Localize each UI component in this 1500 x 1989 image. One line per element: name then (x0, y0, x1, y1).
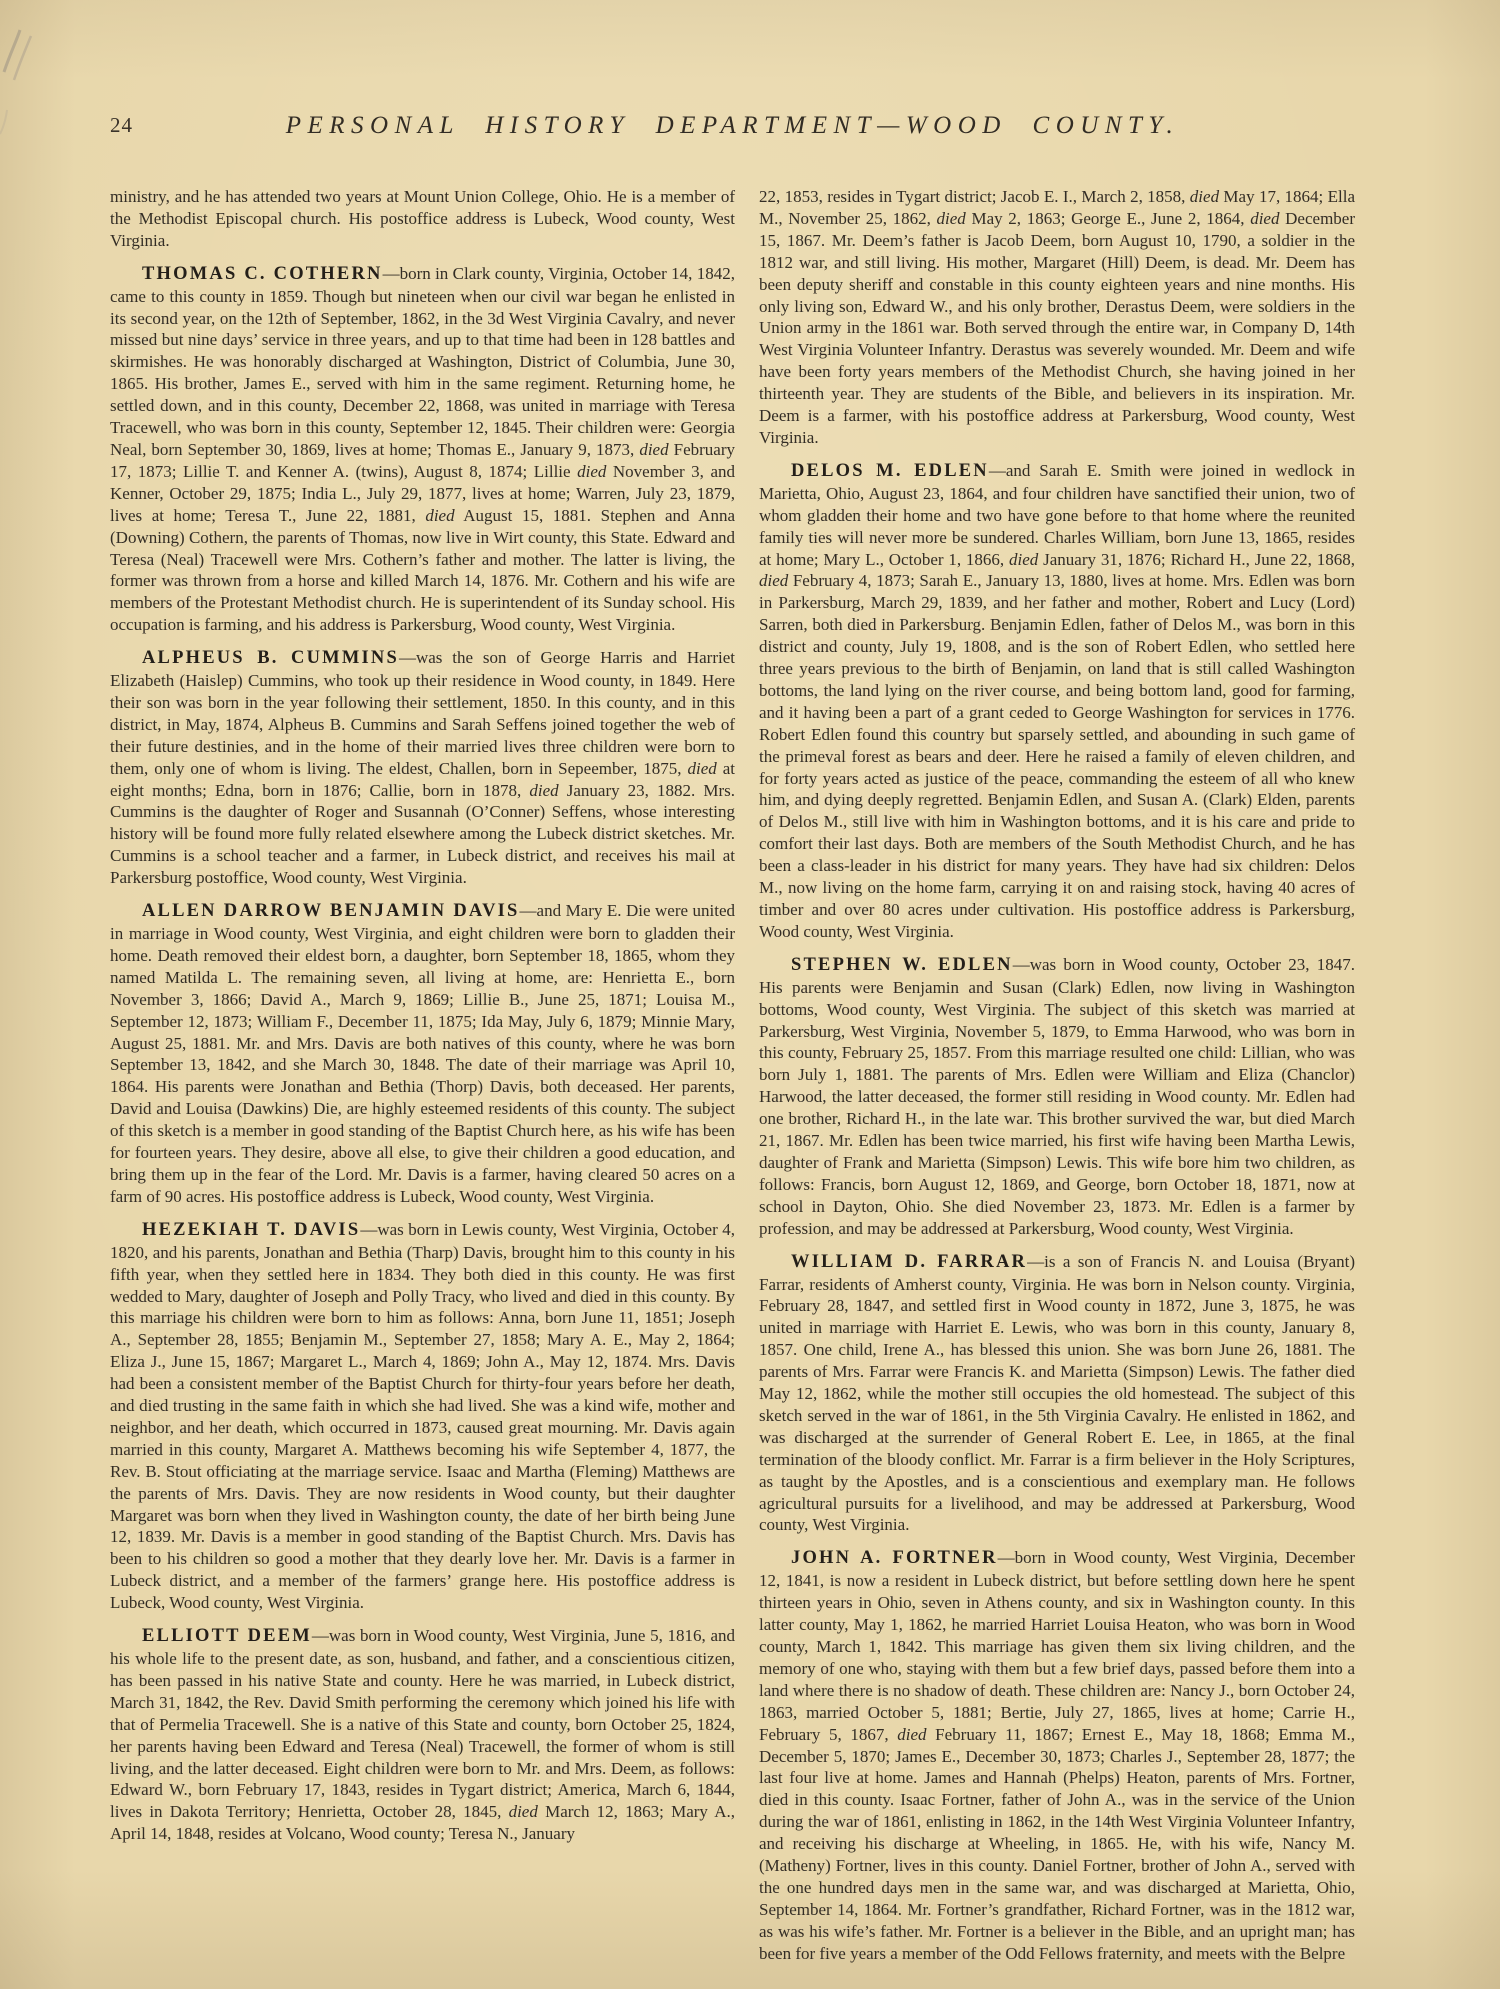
entry-heading: ELLIOTT DEEM (142, 1626, 312, 1647)
biography-entry: JOHN A. FORTNER—born in Wood county, West Virginia, December 12, 1841, is now a resident in Lubeck district, but before settling down here he spent thirteen years in Ohio, seven in Athens county, and six in Washington county. In this latter county, May 1, 1862, he married Harriet Louisa Heaton, who was born in Wood county, March 1, 1842. This marriage has given them six living children, and the memory of one who, staying with them but a few brief days, passed before them into a land where there is no shadow of death. These children are: Nancy J., born October 24, 1863, married October 5, 1881; Bertie, July 27, 1865, lives at home; Carrie H., February 5, 1867, died February 11, 1867; Ernest E., May 18, 1868; Emma M., December 5, 1870; James E., December 30, 1873; Charles J., September 28, 1877; the last four live at home. James and Hannah (Phelps) Heaton, parents of Mrs. Fortner, died in this county. Isaac Fortner, father of John A., was in the service of the Union during the war of 1861, enlisting in 1862, in the 14th West Virginia Volunteer Infantry, and receiving his discharge at Wheeling, in 1865. He, with his wife, Nancy M. (Matheny) Fortner, lives in this county. Daniel Fortner, brother of John A., served with the one hundred days men in the same war, and was discharged at Marietta, Ohio, September 14, 1864. Mr. Fortner’s grandfather, Richard Fortner, was in the 1812 war, as was his wife’s father. Mr. Fortner is a believer in the Bible, and an upright man; has been for five years a member of the Odd Fellows fraternity, and meets with the Belpre (759, 1548, 1355, 1963)
text-block (110, 186, 1355, 1976)
biography-entry: ALLEN DARROW BENJAMIN DAVIS—and Mary E. Die were united in marriage in Wood county, West Virginia, and eight children were born to gladden their home. Death removed their eldest born, a daughter, born September 18, 1865, whom they named Matilda L. The remaining seven, all living at home, are: Henrietta E., born November 3, 1866; David A., March 9, 1869; Lillie B., June 25, 1871; Louisa M., September 12, 1873; William F., December 11, 1875; Ida May, July 6, 1879; Minnie Mary, August 25, 1881. Mr. and Mrs. Davis are both natives of this county, where he was born September 13, 1842, and she March 30, 1848. The date of their marriage was April 10, 1864. His parents were Jonathan and Bethia (Thorp) Davis, both deceased. Her parents, David and Louisa (Dawkins) Die, are highly esteemed residents of this county. The subject of this sketch is a member in good standing of the Baptist Church here, as his wife has been for fourteen years. They desire, above all else, to give their children a good education, and bring them up in the fear of the Lord. Mr. Davis is a farmer, having cleared 50 acres on a farm of 90 acres. His postoffice address is Lubeck, Wood county, West Virginia. (110, 901, 735, 1206)
biography-entry: THOMAS C. COTHERN—born in Clark county, Virginia, October 14, 1842, came to this county in 1859. Though but nineteen when our civil war began he enlisted in its second year, on the 12th of September, 1862, in the 3d West Virginia Cavalry, and never missed but nine days’ service in three years, and up to that time had been in 128 battles and skirmishes. He was honorably discharged at Washington, District of Columbia, June 30, 1865. His brother, James E., served with him in the same regiment. Returning home, he settled down, and in this county, December 22, 1868, was united in marriage with Teresa Tracewell, who was born in this county, September 12, 1845. Their children were: Georgia Neal, born September 30, 1869, lives at home; Thomas E., January 9, 1873, died February 17, 1873; Lillie T. and Kenner A. (twins), August 8, 1874; Lillie died November 3, and Kenner, October 29, 1875; India L., July 29, 1877, lives at home; Warren, July 23, 1879, lives at home; Teresa T., June 22, 1881, died August 15, 1881. Stephen and Anna (Downing) Cothern, the parents of Thomas, now live in Wirt county, this State. Edward and Teresa (Neal) Tracewell were Mrs. Cothern’s father and mother. The latter is living, the former was thrown from a horse and killed March 14, 1876. Mr. Cothern and his wife are members of the Protestant Methodist church. He is superintendent of its Sunday school. His occupation is farming, and his address is Parkersburg, Wood county, West Virginia. (110, 263, 736, 635)
entry-heading: JOHN A. FORTNER (791, 1548, 998, 1569)
entry-heading: ALLEN DARROW BENJAMIN DAVIS (142, 901, 520, 922)
running-head (110, 96, 1355, 140)
biography-entry: ELLIOTT DEEM—was born in Wood county, West Virginia, June 5, 1816, and his whole life to the present date, as son, husband, and father, and a conscientious citizen, has been passed in his native State and county. Here he was married, in Lubeck district, March 31, 1842, the Rev. David Smith performing the ceremony which joined his life with that of Permelia Tracewell. She is a native of this State and county, born October 25, 1824, her parents having been Edward and Teresa (Neal) Tracewell, the former of whom is still living, and the latter deceased. Eight children were born to Mr. and Mrs. Deem, as follows: Edward W., born February 17, 1843, resides in Tygart district; America, March 6, 1844, lives in Dakota Territory; Henrietta, October 28, 1845, died March 12, 1863; Mary A., April 14, 1848, resides at Volcano, Wood county; Teresa N., January (110, 1626, 735, 1844)
entry-heading: DELOS M. EDLEN (791, 460, 989, 481)
right-column (759, 186, 1355, 1976)
biography-entry: HEZEKIAH T. DAVIS—was born in Lewis county, West Virginia, October 4, 1820, and his parents, Jonathan and Bethia (Tharp) Davis, brought him to this county in his fifth year, when they settled here in 1834. They both died in this county. He was first wedded to Mary, daughter of Joseph and Polly Tracy, who lived and died in this county. By this marriage his children were born to him as follows: Anna, born June 11, 1851; Joseph A., September 28, 1855; Benjamin M., September 27, 1858; Mary A. E., May 2, 1864; Eliza J., June 15, 1867; Margaret L., March 4, 1869; John A., May 12, 1874. Mrs. Davis had been a consistent member of the Baptist Church for thirty-four years before her death, and died trusting in the same faith in which she had lived. She was a kind wife, mother and neighbor, and her death, which occurred in 1873, caused great mourning. Mr. Davis again married in this county, Margaret A. Matthews becoming his wife September 4, 1877, the Rev. B. Stout officiating at the marriage service. Isaac and Martha (Fleming) Matthews are the parents of Mrs. Davis. They are now residents in Wood county, but their daughter Margaret was born when they lived in Washington county, the date of her birth being June 12, 1839. Mr. Davis is a member in good standing of the Baptist Church. Mrs. Davis has been to his children so good a mother that they dearly love her. Mr. Davis is a farmer in Lubeck district, and a member of the farmers’ grange here. His postoffice address is Lubeck, Wood county, West Virginia. (110, 1219, 735, 1613)
pencil-mark (0, 14, 70, 174)
page-number: 24 (110, 113, 133, 137)
continuation-paragraph: 22, 1853, resides in Tygart district; Jacob E. I., March 2, 1858, died May 17, 1864; Ella M., November 25, 1862, died May 2, 1863; George E., June 2, 1864, died December 15, 1867. Mr. Deem’s father is Jacob Deem, born August 10, 1790, a soldier in the 1812 war, and still living. His mother, Margaret (Hill) Deem, is dead. Mr. Deem has been deputy sheriff and constable in this county eighteen years and nine months. His only living son, Edward W., and his only brother, Derastus Deem, were soldiers in the Union army in the 1861 war. Both served through the entire war, in Company D, 14th West Virginia Volunteer Infantry. Derastus was severely wounded. Mr. Deem and wife have been forty years members of the Methodist Church, she having joined in her thirteenth year. They are students of the Bible, and believers in its inspiration. Mr. Deem is a farmer, with his postoffice address at Parkersburg, Wood county, West Virginia. (759, 187, 1355, 447)
left-column (110, 186, 735, 1976)
entry-heading: ALPHEUS B. CUMMINS (142, 648, 399, 669)
entry-heading: THOMAS C. COTHERN (142, 263, 383, 284)
entry-heading: HEZEKIAH T. DAVIS (142, 1219, 361, 1240)
running-title: PERSONAL HISTORY DEPARTMENT—WOOD COUNTY. (285, 112, 1180, 139)
entry-heading: STEPHEN W. EDLEN (791, 954, 1013, 975)
biography-entry: ALPHEUS B. CUMMINS—was the son of George Harris and Harriet Elizabeth (Haislep) Cummins, who took up their residence in Wood county, in 1849. Here their son was born in the year following their settlement, 1850. In this county, and in this district, in May, 1874, Alpheus B. Cummins and Sarah Seffens joined together the web of their future destinies, and in the home of their married lives three children were born to them, only one of whom is living. The eldest, Challen, born in Sepeember, 1875, died at eight months; Edna, born in 1876; Callie, born in 1878, died January 23, 1882. Mrs. Cummins is the daughter of Roger and Susannah (O’Conner) Seffens, whose interesting history will be found more fully related elsewhere among the Lubeck district sketches. Mr. Cummins is a school teacher and a farmer, in Lubeck district, and receives his mail at Parkersburg postoffice, Wood county, West Virginia. (110, 648, 735, 888)
biography-entry: STEPHEN W. EDLEN—was born in Wood county, October 23, 1847. His parents were Benjamin and Susan (Clark) Edlen, now living in Washington bottoms, Wood county, West Virginia. The subject of this sketch was married at Parkersburg, West Virginia, November 5, 1879, to Emma Harwood, who was born in this county, February 25, 1857. From this marriage resulted one child: Lillian, who was born July 1, 1881. The parents of Mrs. Edlen were William and Eliza (Chanclor) Harwood, the latter deceased, the former still residing in Wood county. Mr. Edlen had one brother, Richard H., in the late war. This brother survived the war, but died March 21, 1867. Mr. Edlen has been twice married, his first wife having been Martha Lewis, daughter of Frank and Marietta (Simpson) Lewis. This wife bore him two children, as follows: Francis, born August 12, 1869, and George, born October 18, 1871, now at school in Dayton, Ohio. She died November 23, 1873. Mr. Edlen is a farmer by profession, and may be addressed at Parkersburg, Wood county, West Virginia. (759, 954, 1356, 1238)
entry-heading: WILLIAM D. FARRAR (791, 1251, 1028, 1272)
continuation-paragraph: ministry, and he has attended two years at Mount Union College, Ohio. He is a member of the Methodist Episcopal church. His postoffice address is Lubeck, Wood county, West Virginia. (110, 187, 735, 250)
biography-entry: WILLIAM D. FARRAR—is a son of Francis N. and Louisa (Bryant) Farrar, residents of Amherst county, Virginia. He was born in Nelson county. Virginia, February 28, 1847, and settled first in Wood county in 1872, June 3, 1875, he was united in marriage with Harriet E. Lewis, who was born in this county, January 8, 1857. One child, Irene A., has blessed this union. She was born June 26, 1881. The parents of Mrs. Farrar were Francis K. and Marietta (Simpson) Lewis. The father died May 12, 1862, while the mother still occupies the old homestead. The subject of this sketch served in the war of 1861, in the 5th Virginia Cavalry. He enlisted in 1862, and was discharged at the surrender of General Robert E. Lee, in 1865, at the final termination of the bloody conflict. Mr. Farrar is a firm believer in the Holy Scriptures, as taught by the Apostles, and is a conscientious and exemplary man. He follows agricultural pursuits for a livelihood, and may be addressed at Parkersburg, Wood county, West Virginia. (759, 1251, 1356, 1535)
biography-entry: DELOS M. EDLEN—and Sarah E. Smith were joined in wedlock in Marietta, Ohio, August 23, 1864, and four children have sanctified their union, two of whom gladden their home and two have gone before to that home where the reunited family ties will never more be sundered. Charles William, born June 13, 1865, resides at home; Mary L., October 1, 1866, died January 31, 1876; Richard H., June 22, 1868, died February 4, 1873; Sarah E., January 13, 1880, lives at home. Mrs. Edlen was born in Parkersburg, March 29, 1839, and her father and mother, Robert and Lucy (Lord) Sarren, both died in Parkersburg. Benjamin Edlen, father of Delos M., was born in this district and county, July 19, 1808, and is the son of Robert Edlen, who settled here three years previous to the birth of Benjamin, on land that is still called Washington bottoms, the land lying on the river course, and being bottom land, good for farming, and it having been a part of a grant ceded to George Washington for services in 1776. Robert Edlen found this country but sparsely settled, and abounding in such game of the primeval forest as bears and deer. Here he raised a family of eleven children, and for forty years acted as justice of the peace, commanding the esteem of all who knew him, and dying deeply regretted. Benjamin Edlen, and Susan A. (Clark) Elden, parents of Delos M., still live with him in Washington bottoms, and it is his care and pride to comfort their last days. Both are members of the South Methodist Church, and he has been a class-leader in his district for many years. They have had six children: Delos M., now living on the home farm, carrying it on and raising stock, having 40 acres of timber and over 80 acres under cultivation. His postoffice address is Parkersburg, Wood county, West Virginia. (759, 460, 1356, 941)
